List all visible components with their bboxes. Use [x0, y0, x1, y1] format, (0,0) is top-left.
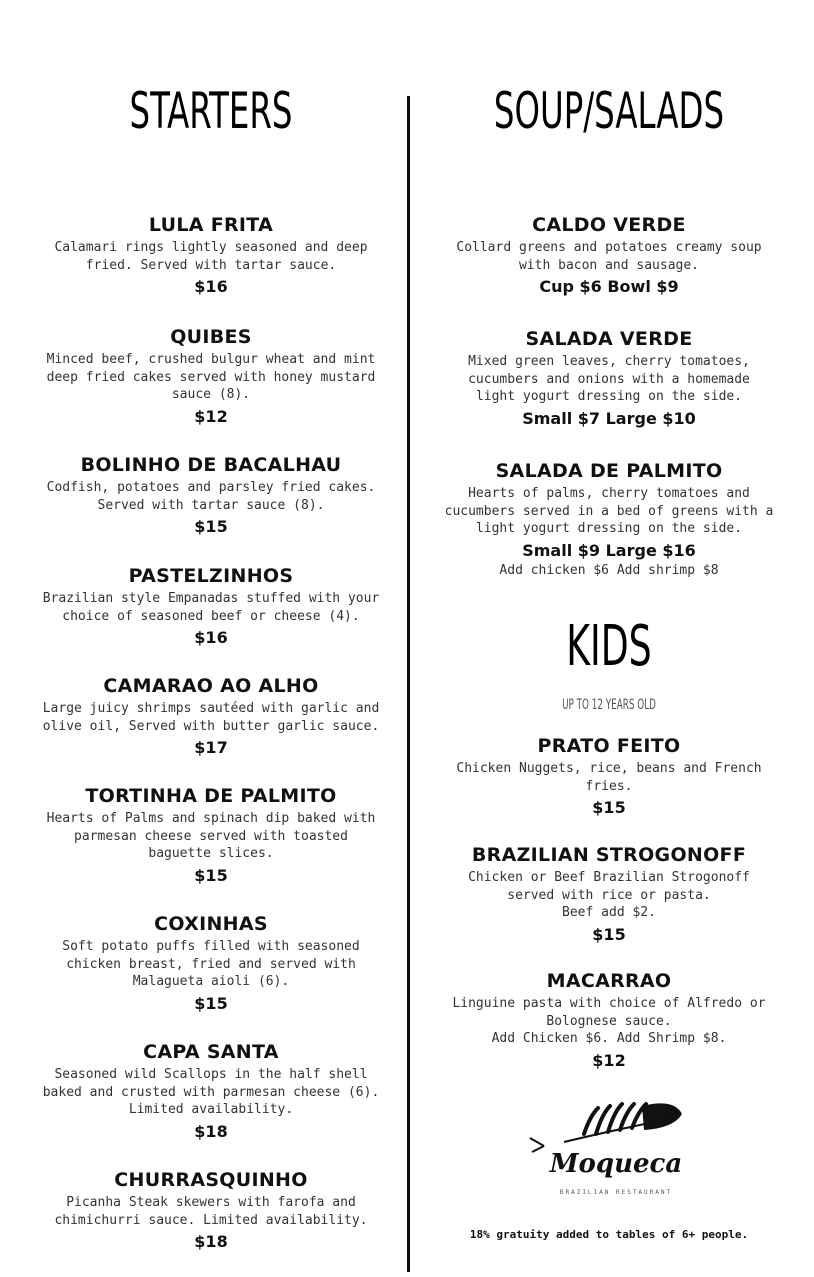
item-desc: Soft potato puffs filled with seasoned chicken breast, fried and served with Malagueta aioli (6).	[62, 939, 360, 989]
item-desc: Hearts of Palms and spinach dip baked with parmesan cheese served with toasted baguette slices.	[46, 811, 376, 861]
gratuity-note: 18% gratuity added to tables of 6+ people.	[469, 1228, 749, 1241]
item-desc: Linguine pasta with choice of Alfredo or Bolognese sauce. Add Chicken $6. Add Shrimp $8.	[452, 996, 766, 1046]
column-divider	[407, 96, 410, 1272]
item-name: BOLINHO DE BACALHAU	[80, 454, 342, 476]
soups-kids-column	[424, 0, 794, 1277]
menu-item-coxinhas	[20, 912, 402, 1015]
item-price: $12	[194, 406, 228, 426]
item-price: $16	[194, 628, 228, 647]
item-desc: Picanha Steak skewers with farofa and chimichurri sauce. Limited availability.	[54, 1195, 368, 1228]
item-price: $15	[592, 798, 626, 817]
item-name: LULA FRITA	[148, 214, 274, 236]
menu-item-churrasquinho	[20, 1168, 402, 1253]
menu-item-bolinho-de-bacalhau	[20, 453, 402, 538]
starters-title: STARTERS	[129, 82, 293, 140]
menu-item-lula-frita	[20, 213, 402, 298]
item-desc: Seasoned wild Scallops in the half shell baked and crusted with parmesan cheese (6). Limited availability.	[42, 1067, 380, 1117]
item-desc: Collard greens and potatoes creamy soup with bacon and sausage.	[456, 240, 762, 273]
item-name: BRAZILIAN STROGONOFF	[471, 844, 747, 866]
svg-text:Moqueca: Moqueca	[549, 1149, 683, 1179]
item-add-ons: Add chicken $6 Add shrimp $8	[499, 562, 719, 578]
item-price: $18	[194, 1121, 228, 1141]
item-name: PASTELZINHOS	[128, 565, 294, 587]
item-desc: Mixed green leaves, cherry tomatoes, cucumbers and onions with a homemade light yogurt dressing on the side.	[468, 354, 750, 404]
item-name: CAPA SANTA	[143, 1041, 279, 1063]
item-name: SALADA DE PALMITO	[495, 460, 723, 482]
item-price: $18	[194, 1232, 228, 1251]
item-desc: Chicken or Beef Brazilian Strogonoff served with rice or pasta. Beef add $2.	[468, 870, 750, 920]
item-price: Small $7 Large $10	[522, 408, 696, 428]
starters-column	[20, 0, 402, 1277]
item-desc: Calamari rings lightly seasoned and deep fried. Served with tartar sauce.	[54, 240, 368, 273]
menu-item-tortinha-de-palmito	[20, 784, 402, 887]
item-desc: Chicken Nuggets, rice, beans and French fries.	[456, 761, 762, 794]
item-price: $16	[194, 277, 228, 296]
item-price: $15	[592, 924, 626, 944]
item-name: MACARRAO	[546, 970, 672, 992]
item-price: Cup $6 Bowl $9	[539, 277, 679, 296]
kids-subtitle: UP TO 12 YEARS OLD	[562, 697, 656, 713]
item-price: Small $9 Large $16	[522, 540, 696, 560]
item-name: QUIBES	[170, 326, 252, 348]
item-name: PRATO FEITO	[537, 735, 681, 757]
item-desc: Codfish, potatoes and parsley fried cakes. Served with tartar sauce (8).	[46, 480, 376, 513]
menu-item-capa-santa	[20, 1040, 402, 1143]
menu-item-brazilian-strogonoff	[424, 843, 794, 946]
item-name: SALADA VERDE	[525, 328, 693, 350]
kids-title: KIDS	[566, 614, 652, 679]
item-name: CHURRASQUINHO	[114, 1169, 308, 1191]
menu-item-caldo-verde	[424, 213, 794, 298]
menu-item-prato-feito	[424, 734, 794, 819]
item-name: CAMARAO AO ALHO	[103, 675, 319, 697]
item-name: CALDO VERDE	[532, 214, 686, 236]
item-price: $15	[194, 865, 228, 885]
item-desc: Hearts of palms, cherry tomatoes and cucumbers served in a bed of greens with a light yogurt dressing on the side.	[444, 486, 774, 536]
menu-item-salada-verde	[424, 327, 794, 430]
fish-skeleton-icon	[524, 1094, 694, 1204]
item-desc: Minced beef, crushed bulgur wheat and mint deep fried cakes served with honey mustard sauce (8).	[46, 352, 376, 402]
item-price: $12	[592, 1050, 626, 1070]
menu-item-camarao-ao-alho	[20, 674, 402, 759]
soup-salads-title: SOUP/SALADS	[493, 82, 725, 140]
moqueca-logo	[524, 1094, 694, 1204]
menu-item-salada-de-palmito	[424, 459, 794, 580]
menu-item-macarrao	[424, 969, 794, 1072]
item-desc: Large juicy shrimps sautéed with garlic and olive oil, Served with butter garlic sauce.	[42, 701, 380, 734]
menu-item-pastelzinhos	[20, 564, 402, 649]
item-name: COXINHAS	[154, 913, 268, 935]
item-name: TORTINHA DE PALMITO	[85, 785, 337, 807]
item-price: $17	[194, 738, 228, 757]
item-price: $15	[194, 993, 228, 1013]
item-price: $15	[194, 517, 228, 536]
menu-item-quibes	[20, 325, 402, 428]
svg-text:BRAZILIAN RESTAURANT: BRAZILIAN RESTAURANT	[559, 1189, 673, 1196]
item-desc: Brazilian style Empanadas stuffed with your choice of seasoned beef or cheese (4).	[42, 591, 380, 624]
